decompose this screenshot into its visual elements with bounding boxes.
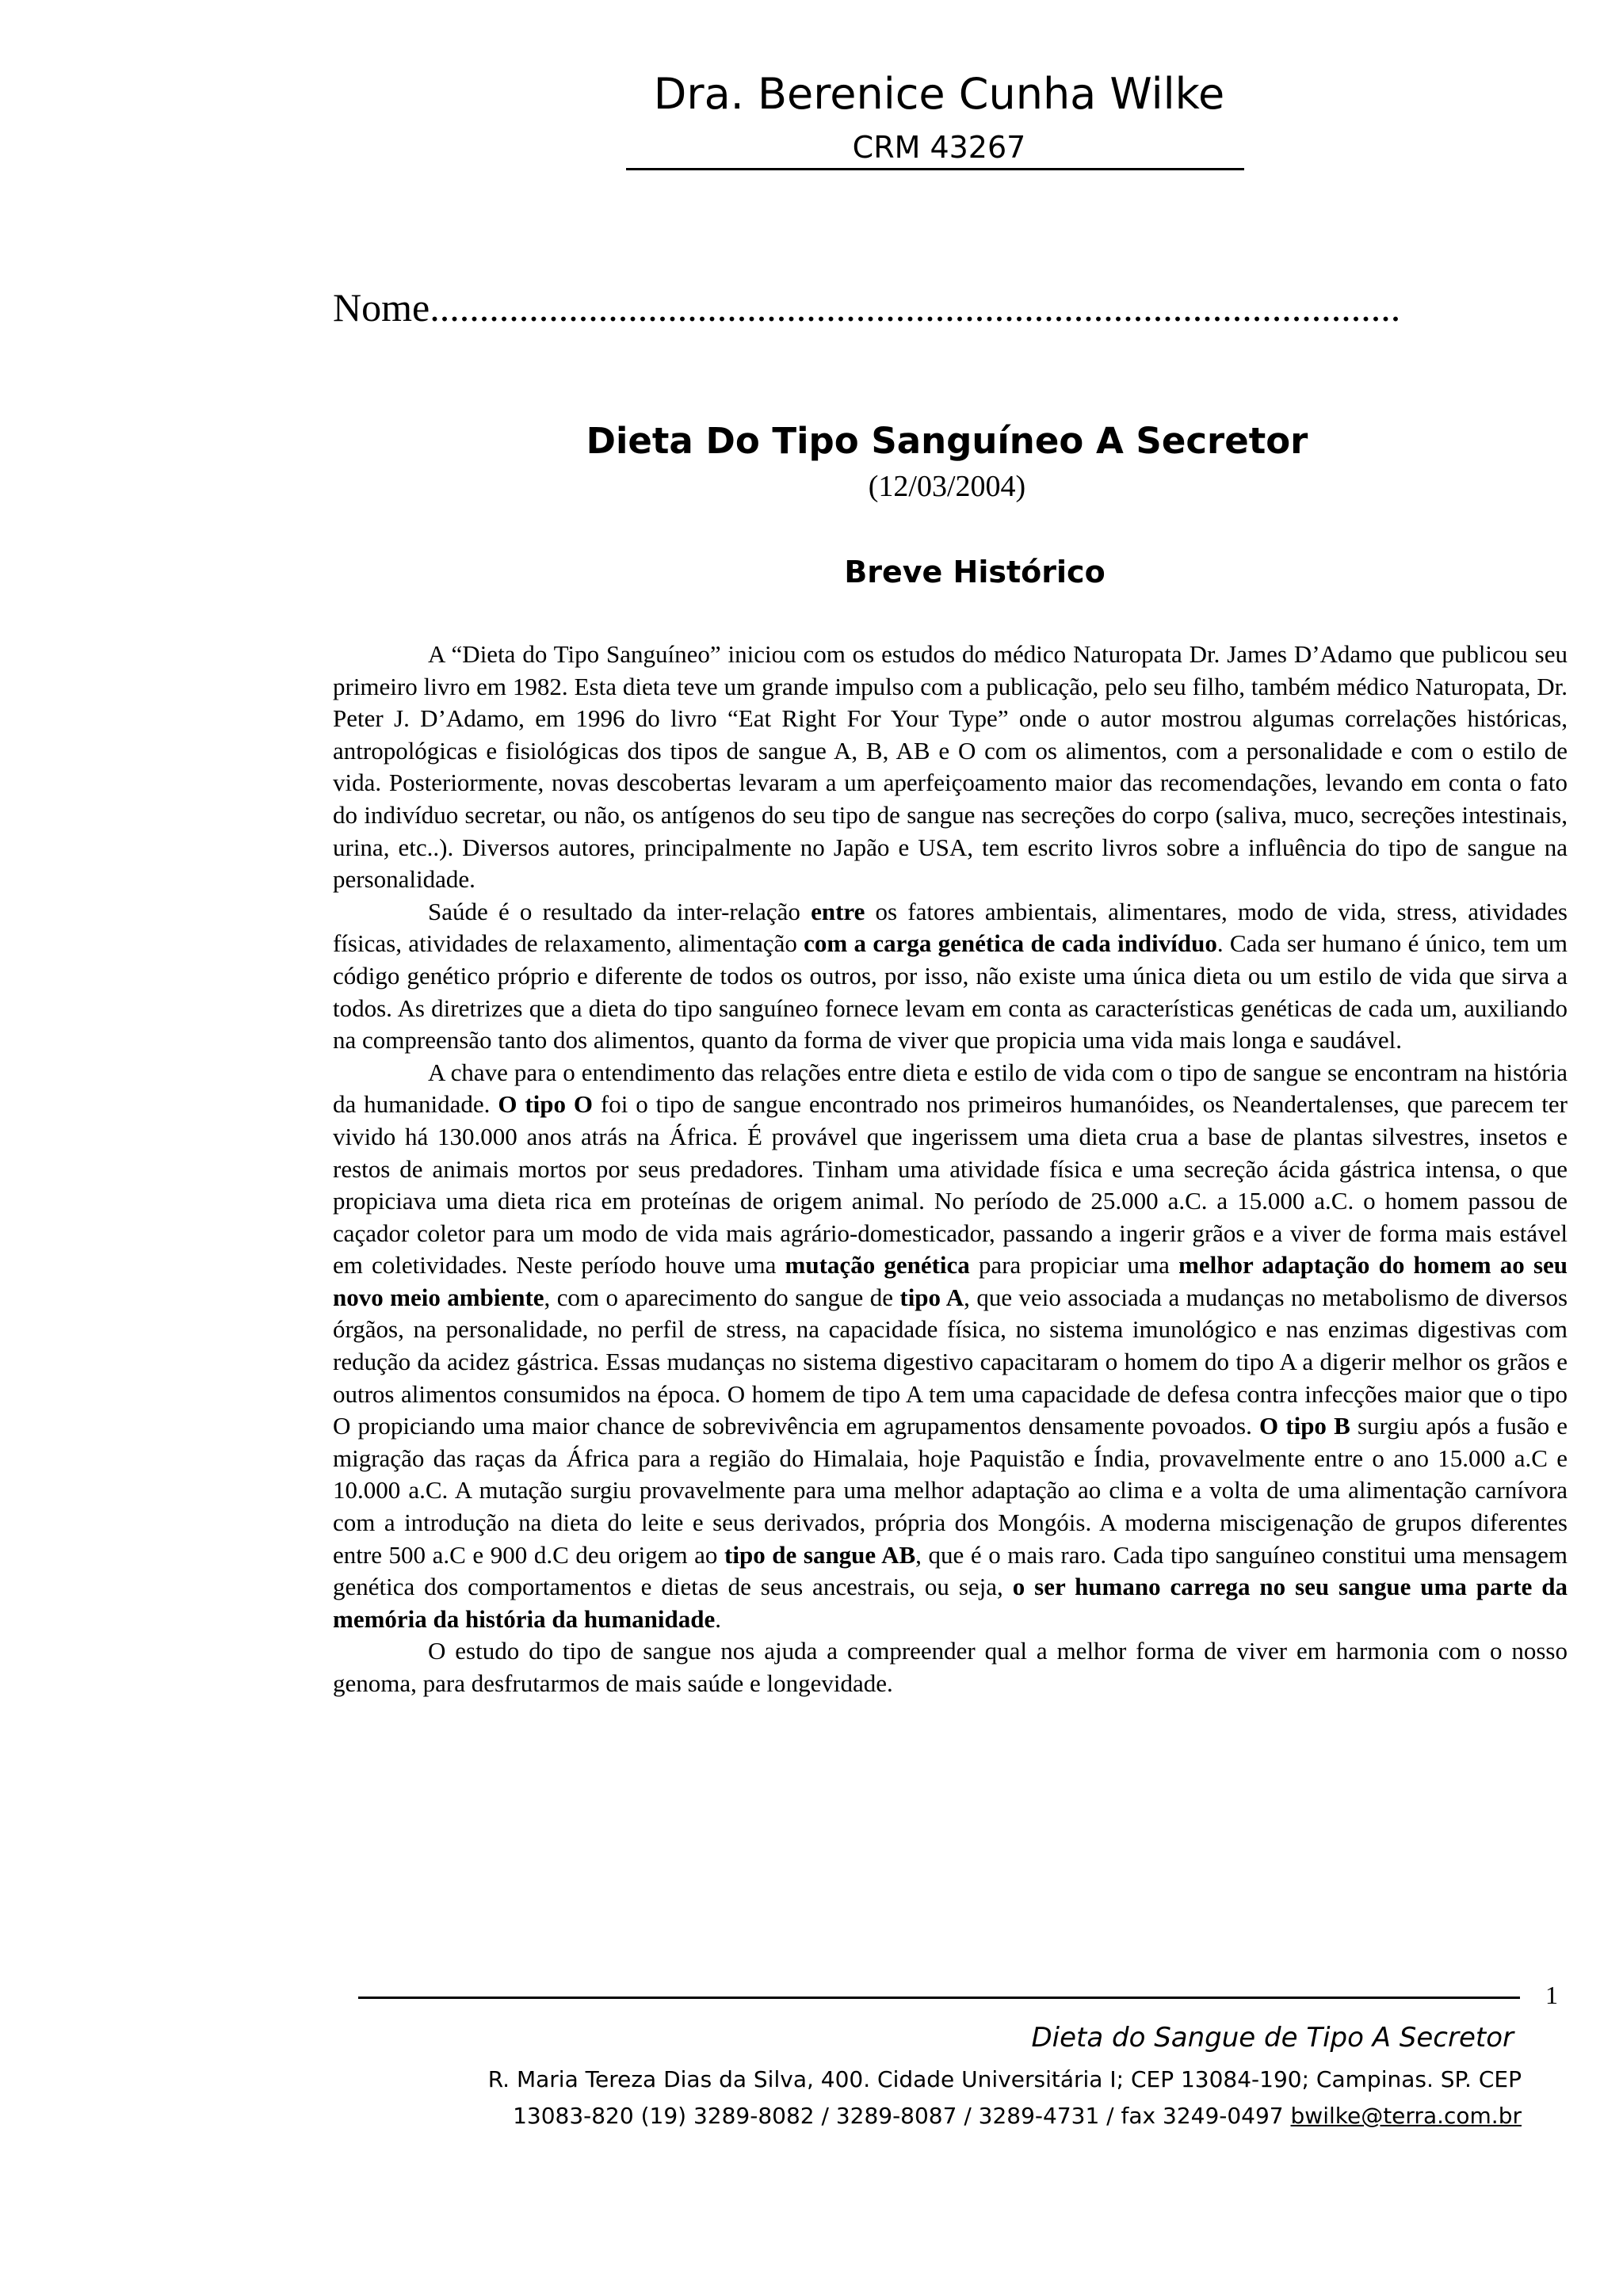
text-run: Saúde é o resultado da inter-relação: [428, 897, 812, 925]
bold-run: O tipo B: [1258, 1412, 1350, 1440]
page-number: 1: [1545, 1981, 1558, 2009]
footer-title: Dieta do Sangue de Tipo A Secretor: [1031, 2022, 1514, 2054]
text-run: foi o tipo de sangue encontrado nos primeiros humanóides, os Neandertalenses, que parecem ter vivido há 130.000 anos atrás na África. É provável que ingerissem uma dieta crua a base de plantas silvestres, insetos e restos de animais mortos por seus predadores. Tinham uma atividade física e uma secreção ácida gástrica intensa, o que propiciava uma dieta rica em proteínas de origem animal. No período de 25.000 a.C. a 15.000 a.C. o homem passou de caçador coletor para um modo de vida mais agrário-domesticador, passando a ingerir grãos e a viver de forma mais estável em coletividades. Neste período houve uma: [333, 1090, 1568, 1280]
address-line-2: [380, 2098, 1522, 2134]
bold-run: entre: [811, 897, 865, 925]
text-run: , que veio associada a mudanças no metabolismo de diversos órgãos, na personalidade, no perfil de stress, na capacidade física, no sistema imunológico e nas enzimas digestivas com redução da acidez gástrica. Essas mudanças no sistema digestivo capacitaram o homem do tipo A a digerir melhor os grãos e outros alimentos consumidos na época. O homem de tipo A tem uma capacidade de defesa contra infecções maior que o tipo O propiciando uma maior chance de sobrevivência em agrupamentos densamente povoados.: [333, 1283, 1568, 1440]
footer-divider: [358, 1997, 1520, 1999]
section-title: Breve Histórico: [844, 555, 1106, 589]
footer-address: [380, 2061, 1522, 2134]
bold-run: tipo de sangue AB: [724, 1540, 916, 1569]
bold-run: com a carga genética de cada indivíduo: [804, 929, 1217, 958]
text-run: para propiciar uma: [969, 1251, 1179, 1280]
bold-run: mutação genética: [785, 1251, 970, 1280]
text-run: A chave para o entendimento das relações entre dieta e estilo de vida com o tipo de sangue se encontram na história da humanidade.: [333, 1058, 1568, 1119]
bold-run: melhor adaptação do homem ao seu novo meio ambiente: [333, 1251, 1568, 1311]
text-run: os fatores ambientais, alimentares, modo de vida, stress, atividades físicas, atividades de relaxamento, alimentação: [333, 897, 1568, 958]
contact-phones: 13083-820 (19) 3289-8082 / 3289-8087 / 3289-4731 / fax 3249-0497: [513, 2103, 1291, 2129]
bold-run: o ser humano carrega no seu sangue uma parte da memória da história da humanidade: [333, 1573, 1568, 1633]
paragraph-3: [333, 1057, 1568, 1636]
document-body: [333, 639, 1568, 1700]
paragraph-4: O estudo do tipo de sangue nos ajuda a compreender qual a melhor forma de viver em harmonia com o nosso genoma, para desfrutarmos de mais saúde e longevidade.: [333, 1637, 1568, 1697]
paragraph-2: [333, 896, 1568, 1057]
text-run: , que é o mais raro. Cada tipo sanguíneo constitui uma mensagem genética dos comportamentos e dietas de seus ancestrais, ou seja,: [333, 1540, 1568, 1601]
doctor-crm: CRM 43267: [852, 130, 1026, 165]
paragraph-1: A “Dieta do Tipo Sanguíneo” iniciou com os estudos do médico Naturopata Dr. James D’Adamo que publicou seu primeiro livro em 1982. Esta dieta teve um grande impulso com a publicação, pelo seu filho, também médico Naturopata, Dr. Peter J. D’Adamo, em 1996 do livro “Eat Right For Your Type” onde o autor mostrou algumas correlações históricas, antropológicas e fisiológicas dos tipos de sangue A, B, AB e O com os alimentos, com a personalidade e com o estilo de vida. Posteriormente, novas descobertas levaram a um aperfeiçoamento maior das recomendações, levando em conta o fato do indivíduo secretar, ou não, os antígenos do seu tipo de sangue nas secreções do corpo (saliva, muco, secreções intestinais, urina, etc..). Diversos autores, principalmente no Japão e USA, tem escrito livros sobre a influência do tipo de sangue na personalidade.: [333, 640, 1568, 894]
document-title: Dieta Do Tipo Sanguíneo A Secretor: [586, 420, 1308, 462]
address-line-1: R. Maria Tereza Dias da Silva, 400. Cidade Universitária I; CEP 13084-190; Campinas. SP. CEP: [487, 2066, 1522, 2092]
header-divider: [626, 168, 1244, 170]
email-link[interactable]: bwilke@terra.com.br: [1290, 2103, 1522, 2129]
bold-run: O tipo O: [498, 1090, 593, 1119]
text-run: surgiu após a fusão e migração das raças da África para a região do Himalaia, hoje Paquistão e Índia, provavelmente entre o ano 15.000 a.C e 10.000 a.C. A mutação surgiu provavelmente para uma melhor adaptação ao clima e a volta de uma alimentação carnívora com a introdução na dieta do leite e seus derivados, própria dos Mongóis. A moderna miscigenação de grupos diferentes entre 500 a.C e 900 d.C deu origem ao: [333, 1412, 1568, 1569]
text-run: , com o aparecimento do sangue de: [544, 1283, 900, 1311]
document-date: (12/03/2004): [868, 470, 1026, 503]
text-run: .: [715, 1604, 722, 1633]
doctor-name: Dra. Berenice Cunha Wilke: [653, 69, 1225, 119]
text-run: . Cada ser humano é único, tem um código genético próprio e diferente de todos os outros, por isso, não existe uma única dieta ou um estilo de vida que sirva a todos. As diretrizes que a dieta do tipo sanguíneo fornece levam em conta as características genéticas de cada um, auxiliando na compreensão tanto dos alimentos, quanto da forma de viver que propicia uma vida mais longa e saudável.: [333, 929, 1568, 1055]
bold-run: tipo A: [899, 1283, 964, 1311]
patient-name-field: Nome..................................................................................................: [333, 285, 1401, 330]
